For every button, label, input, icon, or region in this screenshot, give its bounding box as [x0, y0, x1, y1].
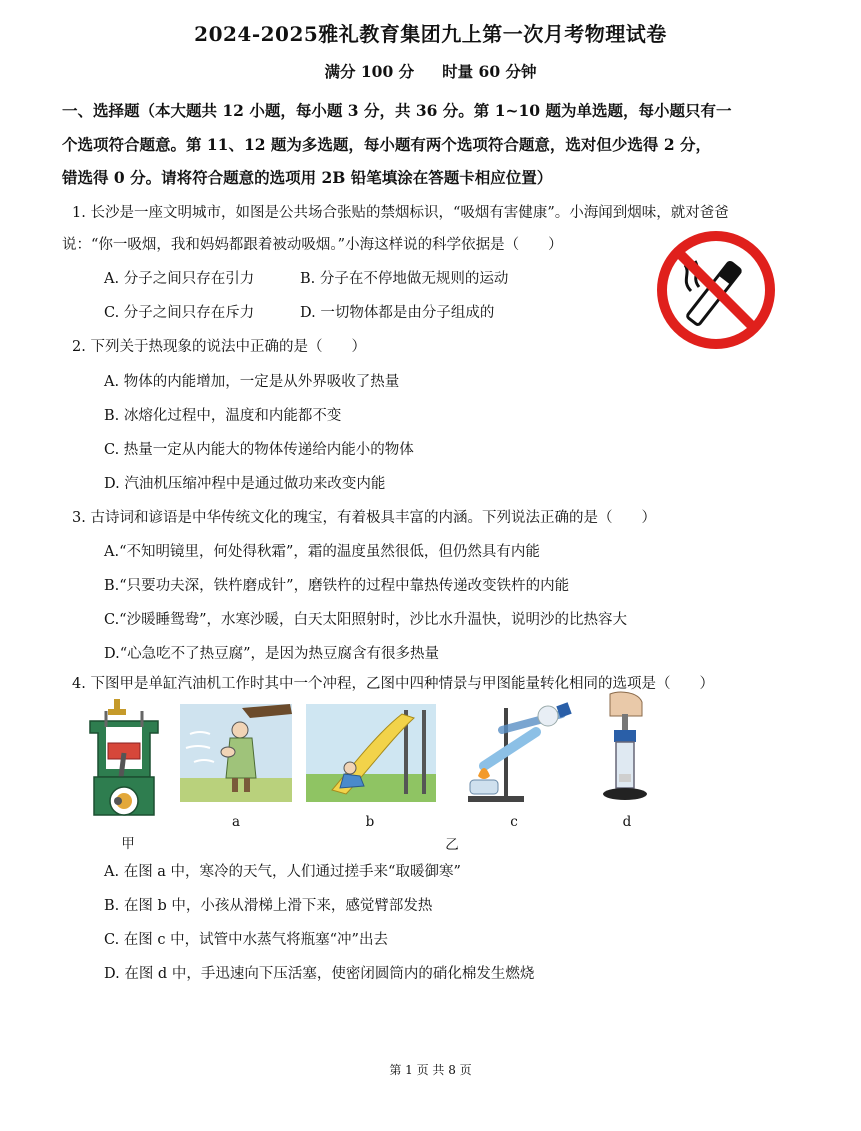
q2-option-a: A. 物体的内能增加，一定是从外界吸收了热量	[104, 374, 400, 390]
figure-label-yi: 乙	[445, 837, 459, 853]
section-instruction-line-3: 错选得 0 分。请将符合题意的选项用 2B 铅笔填涂在答题卡相应位置）	[62, 168, 553, 187]
engine-cylinder-figure	[84, 697, 164, 825]
figure-label-d: d	[622, 814, 632, 830]
q1-option-a: A. 分子之间只存在引力	[104, 271, 255, 287]
exam-meta	[0, 60, 861, 82]
q3-option-d: D.“心急吃不了热豆腐”，是因为热豆腐含有很多热量	[104, 646, 440, 662]
slide-figure	[306, 704, 436, 802]
q1-stem-line-1: 1. 长沙是一座文明城市，如图是公共场合张贴的禁烟标识，“吸烟有害健康”。小海闻到烟味，就对爸爸	[72, 205, 729, 221]
q4-option-a: A. 在图 a 中，寒冷的天气，人们通过搓手来“取暖御寒”	[104, 864, 461, 880]
full-score: 满分 100 分	[324, 62, 415, 81]
test-tube-figure	[462, 700, 578, 808]
time-limit: 时量 60 分钟	[442, 62, 537, 81]
figure-label-b: b	[365, 814, 375, 830]
q2-option-d: D. 汽油机压缩冲程中是通过做功来改变内能	[104, 476, 386, 492]
q2-stem: 2. 下列关于热现象的说法中正确的是（ ）	[72, 339, 366, 355]
q2-option-c: C. 热量一定从内能大的物体传递给内能小的物体	[104, 442, 414, 458]
q4-option-c: C. 在图 c 中，试管中水蒸气将瓶塞“冲”出去	[104, 932, 388, 948]
piston-cylinder-figure	[596, 690, 656, 810]
section-instruction-line-1: 一、选择题（本大题共 12 小题，每小题 3 分，共 36 分。第 1~10 题为单选题，每小题只有一	[62, 101, 732, 120]
figure-label-a: a	[231, 814, 241, 830]
q3-stem: 3. 古诗词和谚语是中华传统文化的瑰宝，有着极具丰富的内涵。下列说法正确的是（ ）	[72, 510, 656, 526]
page-footer: 第 1 页 共 8 页	[389, 1063, 472, 1077]
q1-option-d: D. 一切物体都是由分子组成的	[300, 305, 495, 321]
q3-option-c: C.“沙暖睡鸳鸯”，水寒沙暖，白天太阳照射时，沙比水升温快，说明沙的比热容大	[104, 612, 628, 628]
q3-option-b: B.“只要功夫深，铁杵磨成针”，磨铁杵的过程中靠热传递改变铁杵的内能	[104, 578, 570, 594]
q4-option-b: B. 在图 b 中，小孩从滑梯上滑下来，感觉臂部发热	[104, 898, 433, 914]
figure-label-jia: 甲	[121, 836, 135, 852]
q1-option-c: C. 分子之间只存在斥力	[104, 305, 255, 321]
q2-option-b: B. 冰熔化过程中，温度和内能都不变	[104, 408, 342, 424]
q1-option-b: B. 分子在不停地做无规则的运动	[300, 271, 509, 287]
q1-stem-line-2: 说：“你一吸烟，我和妈妈都跟着被动吸烟。”小海这样说的科学依据是（ ）	[62, 237, 563, 253]
q4-option-d: D. 在图 d 中，手迅速向下压活塞，使密闭圆筒内的硝化棉发生燃烧	[104, 966, 535, 982]
q3-option-a: A.“不知明镜里，何处得秋霜”，霜的温度虽然很低，但仍然具有内能	[104, 544, 540, 560]
no-smoking-icon	[655, 229, 777, 351]
section-instruction-line-2: 个选项符合题意。第 11、12 题为多选题，每小题有两个选项符合题意，选对但少选得 2 分，	[62, 135, 712, 154]
rubbing-hands-figure	[180, 704, 292, 802]
page-title: 2024-2025雅礼教育集团九上第一次月考物理试卷	[194, 22, 667, 46]
q4-stem: 4. 下图甲是单缸汽油机工作时其中一个冲程，乙图中四种情景与甲图能量转化相同的选项是（ ）	[72, 676, 714, 692]
figure-label-c: c	[510, 814, 518, 830]
